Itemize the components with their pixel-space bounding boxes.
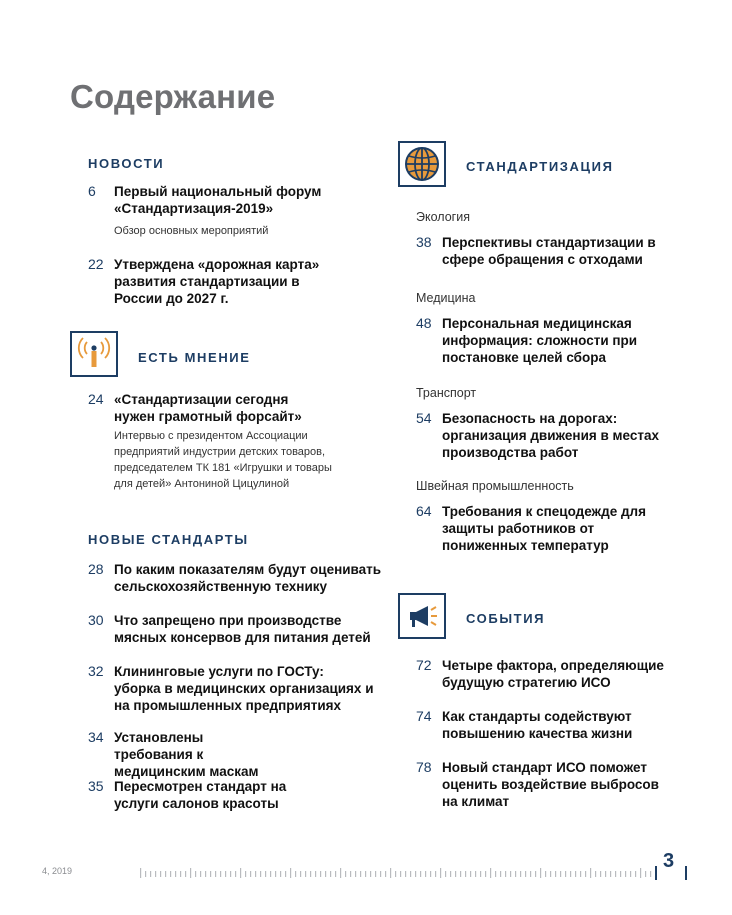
issue-label: 4, 2019 xyxy=(42,866,73,876)
antenna-icon xyxy=(70,331,118,377)
ruler-tick xyxy=(395,871,396,877)
toc-entry-description: Интервью с президентом Ассоциации предприятий индустрии детских товаров, председателем ТК 181 «Игрушки и товары для детей» Антониной Цицулиной xyxy=(114,430,332,490)
ruler-tick xyxy=(525,871,526,877)
ruler-tick xyxy=(405,871,406,877)
ruler-tick xyxy=(580,871,581,877)
ruler-tick xyxy=(255,871,256,877)
toc-entry-title: Первый национальный форум «Стандартизация-2019» xyxy=(114,184,322,216)
ruler-tick xyxy=(240,868,241,878)
ruler-tick xyxy=(605,871,606,877)
ruler-tick xyxy=(195,871,196,877)
toc-entry-title: Новый стандарт ИСО поможет оценить воздействие выбросов на климат xyxy=(442,760,659,809)
toc-entry-title: По каким показателям будут оценивать сельскохозяйственную технику xyxy=(114,562,382,594)
toc-entry-title: Четыре фактора, определяющие будущую стратегию ИСО xyxy=(442,658,664,690)
ruler-tick xyxy=(400,871,401,877)
ruler-tick xyxy=(595,871,596,877)
ruler-tick xyxy=(465,871,466,877)
ruler-tick xyxy=(560,871,561,877)
toc-entry[interactable] xyxy=(88,778,388,812)
toc-page-number: 64 xyxy=(416,503,432,519)
ruler-tick xyxy=(645,871,646,877)
toc-entry-title: Утверждена «дорожная карта» развития стандартизации в России до 2027 г. xyxy=(114,257,320,306)
ruler-tick xyxy=(650,871,651,877)
ruler-tick xyxy=(325,871,326,877)
toc-page-number: 30 xyxy=(88,612,104,628)
ruler-tick xyxy=(540,868,541,878)
megaphone-icon xyxy=(398,593,446,639)
ruler-tick xyxy=(500,871,501,877)
toc-page-number: 6 xyxy=(88,183,96,199)
category-label: Швейная промышленность xyxy=(416,479,574,493)
toc-page-number: 78 xyxy=(416,759,432,775)
toc-page-number: 24 xyxy=(88,391,104,407)
ruler-tick xyxy=(520,871,521,877)
ruler-tick xyxy=(145,871,146,877)
ruler-tick xyxy=(270,871,271,877)
page-number: 3 xyxy=(663,850,675,872)
ruler-tick xyxy=(165,871,166,877)
ruler-tick xyxy=(275,871,276,877)
ruler-tick xyxy=(335,871,336,877)
ruler-tick xyxy=(550,871,551,877)
toc-entry-title: Перспективы стандартизации в сфере обращения с отходами xyxy=(442,235,656,267)
ruler-tick xyxy=(495,871,496,877)
toc-entry[interactable] xyxy=(416,759,716,810)
ruler-tick xyxy=(315,871,316,877)
ruler-tick xyxy=(205,871,206,877)
ruler-tick xyxy=(365,871,366,877)
ruler-tick xyxy=(235,871,236,877)
ruler-tick xyxy=(230,871,231,877)
ruler-tick xyxy=(330,871,331,877)
category-label: Экология xyxy=(416,210,470,224)
ruler-end-mark xyxy=(655,866,657,880)
ruler-tick xyxy=(505,871,506,877)
ruler-tick xyxy=(610,871,611,877)
ruler-tick xyxy=(210,871,211,877)
ruler-tick xyxy=(600,871,601,877)
ruler-tick xyxy=(510,871,511,877)
ruler-tick xyxy=(355,871,356,877)
ruler-tick xyxy=(620,871,621,877)
ruler-tick xyxy=(290,868,291,878)
section-new-standards-label: НОВЫЕ СТАНДАРТЫ xyxy=(88,532,249,547)
section-opinion-label: ЕСТЬ МНЕНИЕ xyxy=(138,350,251,365)
ruler-tick xyxy=(430,871,431,877)
ruler-tick xyxy=(160,871,161,877)
ruler-decoration xyxy=(140,866,660,880)
ruler-tick xyxy=(295,871,296,877)
toc-entry[interactable] xyxy=(88,612,388,646)
toc-entry-title: Персональная медицинская информация: сложности при постановке целей сбора xyxy=(442,316,638,365)
toc-entry[interactable] xyxy=(88,663,388,714)
ruler-tick xyxy=(625,871,626,877)
ruler-tick xyxy=(615,871,616,877)
ruler-tick xyxy=(455,871,456,877)
ruler-tick xyxy=(140,868,141,878)
ruler-tick xyxy=(310,871,311,877)
ruler-tick xyxy=(370,871,371,877)
ruler-tick xyxy=(385,871,386,877)
toc-entry[interactable] xyxy=(416,410,716,461)
toc-entry[interactable] xyxy=(416,657,716,691)
toc-entry-title: Установлены требования к медицинским маскам xyxy=(114,730,259,779)
ruler-tick xyxy=(460,871,461,877)
section-news-label: НОВОСТИ xyxy=(88,156,165,171)
ruler-tick xyxy=(450,871,451,877)
toc-entry-title: Как стандарты содействуют повышению качества жизни xyxy=(442,709,633,741)
toc-entry[interactable] xyxy=(416,503,716,554)
ruler-tick xyxy=(575,871,576,877)
ruler-tick xyxy=(250,871,251,877)
ruler-tick xyxy=(280,871,281,877)
toc-entry-title: «Стандартизации сегодня нужен грамотный форсайт» xyxy=(114,392,302,424)
ruler-tick xyxy=(220,871,221,877)
ruler-tick xyxy=(150,871,151,877)
ruler-tick xyxy=(490,868,491,878)
ruler-tick xyxy=(410,871,411,877)
ruler-tick xyxy=(570,871,571,877)
ruler-tick xyxy=(175,871,176,877)
ruler-tick xyxy=(320,871,321,877)
ruler-tick xyxy=(305,871,306,877)
ruler-tick xyxy=(180,871,181,877)
ruler-tick xyxy=(435,871,436,877)
ruler-tick xyxy=(515,871,516,877)
toc-page-number: 48 xyxy=(416,315,432,331)
toc-entry[interactable] xyxy=(88,729,388,780)
ruler-tick xyxy=(590,868,591,878)
toc-page-number: 74 xyxy=(416,708,432,724)
category-label: Медицина xyxy=(416,291,476,305)
toc-entry-title: Клининговые услуги по ГОСТу: уборка в медицинских организациях и на промышленных предприятиях xyxy=(114,664,374,713)
toc-page-number: 34 xyxy=(88,729,104,745)
toc-entry[interactable] xyxy=(416,234,716,268)
ruler-tick xyxy=(215,871,216,877)
toc-entry-title: Требования к спецодежде для защиты работников от пониженных температур xyxy=(442,504,646,553)
toc-page-number: 32 xyxy=(88,663,104,679)
ruler-end-mark xyxy=(685,866,687,880)
ruler-tick xyxy=(390,868,391,878)
ruler-tick xyxy=(265,871,266,877)
ruler-tick xyxy=(375,871,376,877)
ruler-tick xyxy=(545,871,546,877)
ruler-tick xyxy=(225,871,226,877)
ruler-tick xyxy=(155,871,156,877)
ruler-tick xyxy=(285,871,286,877)
ruler-tick xyxy=(185,871,186,877)
ruler-tick xyxy=(380,871,381,877)
ruler-tick xyxy=(415,871,416,877)
toc-page-number: 72 xyxy=(416,657,432,673)
globe-icon xyxy=(398,141,446,187)
ruler-tick xyxy=(565,871,566,877)
ruler-tick xyxy=(340,868,341,878)
ruler-tick xyxy=(170,871,171,877)
toc-page-number: 22 xyxy=(88,256,104,272)
toc-entry-title: Безопасность на дорогах: организация движения в местах производства работ xyxy=(442,411,659,460)
ruler-tick xyxy=(420,871,421,877)
toc-entry[interactable] xyxy=(416,708,716,742)
ruler-tick xyxy=(635,871,636,877)
ruler-tick xyxy=(440,868,441,878)
ruler-tick xyxy=(345,871,346,877)
section-standardization-label: СТАНДАРТИЗАЦИЯ xyxy=(466,159,614,174)
toc-page-number: 54 xyxy=(416,410,432,426)
section-events-label: СОБЫТИЯ xyxy=(466,611,546,626)
toc-entry-title: Пересмотрен стандарт на услуги салонов красоты xyxy=(114,779,287,811)
toc-page-number: 35 xyxy=(88,778,104,794)
ruler-tick xyxy=(480,871,481,877)
toc-entry[interactable] xyxy=(416,315,716,366)
ruler-tick xyxy=(530,871,531,877)
ruler-tick xyxy=(485,871,486,877)
toc-entry-description: Обзор основных мероприятий xyxy=(114,225,269,237)
toc-entry[interactable] xyxy=(88,561,388,595)
ruler-tick xyxy=(300,871,301,877)
toc-entry[interactable] xyxy=(88,391,388,492)
page-title: Содержание xyxy=(70,78,276,115)
ruler-tick xyxy=(425,871,426,877)
ruler-tick xyxy=(555,871,556,877)
ruler-tick xyxy=(475,871,476,877)
ruler-tick xyxy=(245,871,246,877)
category-label: Транспорт xyxy=(416,386,477,400)
ruler-tick xyxy=(260,871,261,877)
ruler-tick xyxy=(585,871,586,877)
ruler-tick xyxy=(535,871,536,877)
toc-entry-title: Что запрещено при производстве мясных консервов для питания детей xyxy=(114,613,371,645)
toc-page-number: 28 xyxy=(88,561,104,577)
ruler-tick xyxy=(360,871,361,877)
ruler-tick xyxy=(630,871,631,877)
toc-entry[interactable] xyxy=(88,256,388,307)
toc-entry[interactable] xyxy=(88,183,388,239)
toc-page-number: 38 xyxy=(416,234,432,250)
ruler-tick xyxy=(200,871,201,877)
ruler-tick xyxy=(470,871,471,877)
ruler-tick xyxy=(350,871,351,877)
ruler-tick xyxy=(445,871,446,877)
ruler-tick xyxy=(190,868,191,878)
ruler-tick xyxy=(640,868,641,878)
